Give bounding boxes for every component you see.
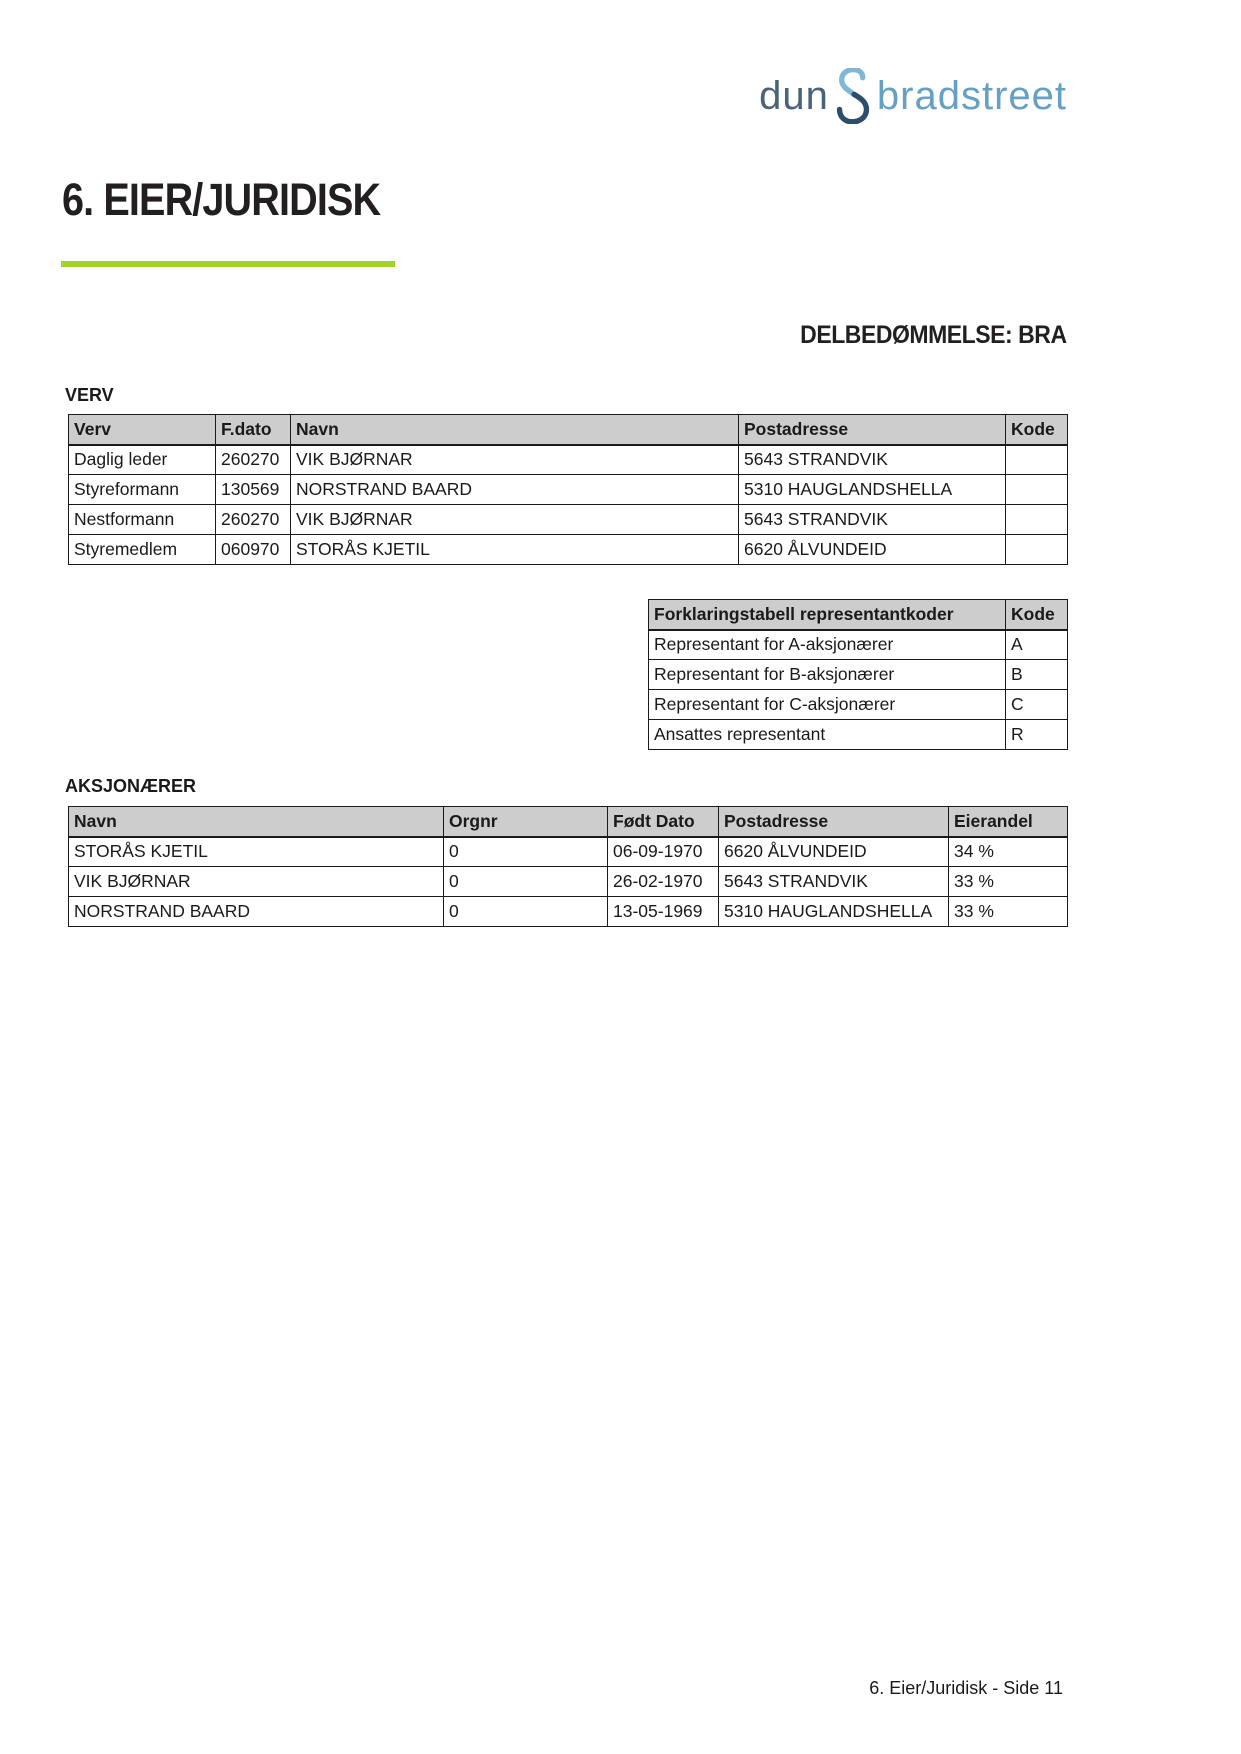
- cell-fdato: 260270: [216, 445, 291, 475]
- table-row: [649, 690, 1068, 720]
- representantkoder-table: [648, 599, 1068, 750]
- cell-kode: [1006, 445, 1068, 475]
- column-header-navn: Navn: [69, 807, 444, 837]
- cell-postadresse: 5643 STRANDVIK: [739, 445, 1006, 475]
- cell-kode-beskrivelse: Representant for C-aksjonærer: [649, 690, 1006, 720]
- column-header-fodt-dato: Født Dato: [608, 807, 719, 837]
- column-header-verv: Verv: [69, 415, 216, 445]
- column-header-kode: Kode: [1006, 600, 1068, 630]
- table-row: [69, 867, 1068, 897]
- cell-fodt-dato: 26-02-1970: [608, 867, 719, 897]
- cell-fdato: 060970: [216, 535, 291, 565]
- cell-kode: B: [1006, 660, 1068, 690]
- table-row: [69, 897, 1068, 927]
- cell-verv: Daglig leder: [69, 445, 216, 475]
- table-row: [69, 505, 1068, 535]
- cell-postadresse: 5643 STRANDVIK: [719, 867, 949, 897]
- cell-orgnr: 0: [444, 867, 608, 897]
- aksjonaerer-header-row: [69, 807, 1068, 837]
- delbedommelse-heading: DELBEDØMMELSE: BRA: [800, 321, 1067, 349]
- ampersand-icon: [831, 68, 875, 124]
- verv-header-row: [69, 415, 1068, 445]
- verv-table: [68, 414, 1068, 565]
- logo-text-dun: dun: [759, 73, 829, 118]
- aksjonaerer-table: [68, 806, 1068, 927]
- cell-navn: STORÅS KJETIL: [69, 837, 444, 867]
- verv-section-label: VERV: [65, 385, 114, 405]
- cell-kode: A: [1006, 630, 1068, 660]
- cell-fdato: 260270: [216, 505, 291, 535]
- cell-verv: Styreformann: [69, 475, 216, 505]
- table-row: [69, 475, 1068, 505]
- cell-eierandel: 33 %: [949, 867, 1068, 897]
- dun-bradstreet-logo: [759, 70, 1067, 122]
- cell-navn: NORSTRAND BAARD: [291, 475, 739, 505]
- cell-eierandel: 33 %: [949, 897, 1068, 927]
- cell-postadresse: 6620 ÅLVUNDEID: [739, 535, 1006, 565]
- cell-fdato: 130569: [216, 475, 291, 505]
- cell-postadresse: 6620 ÅLVUNDEID: [719, 837, 949, 867]
- koder-header-row: [649, 600, 1068, 630]
- cell-kode: C: [1006, 690, 1068, 720]
- cell-navn: VIK BJØRNAR: [291, 505, 739, 535]
- cell-kode: [1006, 475, 1068, 505]
- table-row: [649, 720, 1068, 750]
- cell-fodt-dato: 13-05-1969: [608, 897, 719, 927]
- table-row: [649, 630, 1068, 660]
- column-header-postadresse: Postadresse: [719, 807, 949, 837]
- column-header-eierandel: Eierandel: [949, 807, 1068, 837]
- table-row: [69, 837, 1068, 867]
- cell-postadresse: 5643 STRANDVIK: [739, 505, 1006, 535]
- cell-verv: Styremedlem: [69, 535, 216, 565]
- cell-navn: NORSTRAND BAARD: [69, 897, 444, 927]
- column-header-navn: Navn: [291, 415, 739, 445]
- cell-orgnr: 0: [444, 837, 608, 867]
- cell-kode-beskrivelse: Representant for A-aksjonærer: [649, 630, 1006, 660]
- title-underline-bar: [61, 261, 395, 267]
- column-header-orgnr: Orgnr: [444, 807, 608, 837]
- column-header-forklaringstabell: Forklaringstabell representantkoder: [649, 600, 1006, 630]
- cell-eierandel: 34 %: [949, 837, 1068, 867]
- column-header-kode: Kode: [1006, 415, 1068, 445]
- cell-kode-beskrivelse: Ansattes representant: [649, 720, 1006, 750]
- cell-navn: STORÅS KJETIL: [291, 535, 739, 565]
- cell-kode: [1006, 505, 1068, 535]
- cell-orgnr: 0: [444, 897, 608, 927]
- aksjonaerer-section-label: AKSJONÆRER: [65, 776, 197, 796]
- cell-navn: VIK BJØRNAR: [291, 445, 739, 475]
- table-row: [69, 535, 1068, 565]
- cell-fodt-dato: 06-09-1970: [608, 837, 719, 867]
- cell-verv: Nestformann: [69, 505, 216, 535]
- column-header-fdato: F.dato: [216, 415, 291, 445]
- logo-text-bradstreet: bradstreet: [876, 73, 1067, 118]
- cell-postadresse: 5310 HAUGLANDSHELLA: [719, 897, 949, 927]
- table-row: [649, 660, 1068, 690]
- table-row: [69, 445, 1068, 475]
- cell-kode: R: [1006, 720, 1068, 750]
- cell-postadresse: 5310 HAUGLANDSHELLA: [739, 475, 1006, 505]
- page-footer: 6. Eier/Juridisk - Side 11: [869, 1678, 1063, 1698]
- column-header-postadresse: Postadresse: [739, 415, 1006, 445]
- cell-navn: VIK BJØRNAR: [69, 867, 444, 897]
- cell-kode: [1006, 535, 1068, 565]
- page-title: 6. EIER/JURIDISK: [62, 174, 381, 225]
- cell-kode-beskrivelse: Representant for B-aksjonærer: [649, 660, 1006, 690]
